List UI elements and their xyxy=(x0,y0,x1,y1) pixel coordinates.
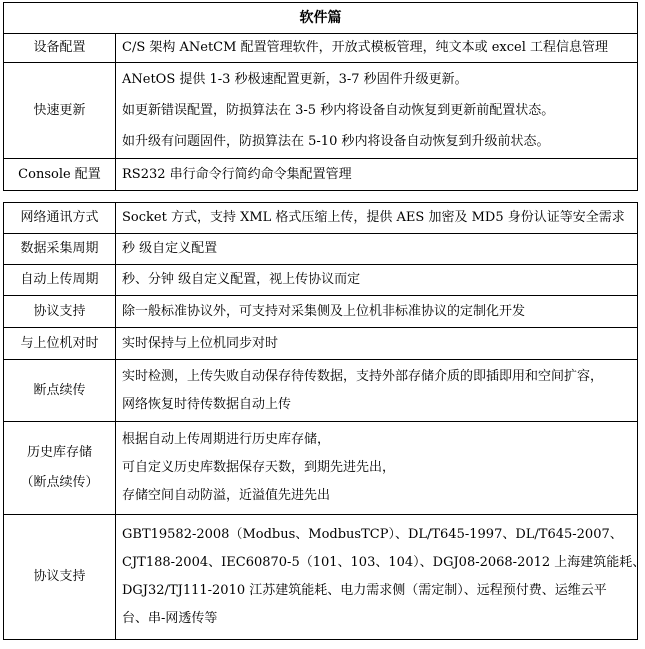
row-content xyxy=(116,34,638,63)
row-label: Console 配置 xyxy=(4,159,116,191)
table-row xyxy=(4,360,638,422)
section-title: 软件篇 xyxy=(4,3,638,34)
table-row xyxy=(4,515,638,640)
table-row xyxy=(4,203,638,234)
row-content xyxy=(116,234,638,265)
content-line: ANetOS 提供 1-3 秒极速配置更新，3-7 秒固件升级更新。 xyxy=(122,72,468,87)
row-content xyxy=(116,422,638,515)
row-content xyxy=(116,515,645,640)
content-line: 秒 级自定义配置 xyxy=(122,241,218,256)
communication-table xyxy=(3,202,645,640)
table-row xyxy=(4,63,638,159)
row-label: 快速更新 xyxy=(4,63,116,159)
content-line: Socket 方式，支持 XML 格式压缩上传，提供 AES 加密及 MD5 身份认证等安全需求 xyxy=(122,210,625,225)
content-line: GBT19582-2008（Modbus、ModbusTCP）、DL/T645-1997、DL/T645-2007、 xyxy=(122,527,623,542)
content-line: 台、串-网透传等 xyxy=(122,611,218,626)
content-line: 根据自动上传周期进行历史库存储， xyxy=(122,432,331,447)
row-label: 数据采集周期 xyxy=(4,234,116,265)
table-row xyxy=(4,234,638,265)
table-row xyxy=(4,265,638,296)
row-label: 断点续传 xyxy=(4,360,116,422)
row-label-line: 历史库存储 xyxy=(26,445,92,460)
row-label: 自动上传周期 xyxy=(4,265,116,296)
content-line: 网络恢复时待传数据自动上传 xyxy=(122,396,292,412)
content-line: 存储空间自动防溢，近溢值先进先出 xyxy=(122,488,331,503)
row-label: 与上位机对时 xyxy=(4,328,116,360)
row-label-line: （断点续传） xyxy=(20,475,99,490)
content-line: 如升级有问题固件，防损算法在 5-10 秒内将设备自动恢复到升级前状态。 xyxy=(122,134,550,149)
row-label: 网络通讯方式 xyxy=(4,203,116,234)
content-line: CJT188-2004、IEC60870-5（101、103、104）、DGJ08-2068-2012 上海建筑能耗、 xyxy=(122,555,645,570)
content-line: 秒、分钟 级自定义配置，视上传协议而定 xyxy=(122,272,361,287)
content-line: RS232 串行命令行简约命令集配置管理 xyxy=(122,166,352,182)
table-row xyxy=(4,159,638,191)
row-content xyxy=(116,296,638,328)
row-content xyxy=(116,360,638,422)
content-line: 可自定义历史库数据保存天数，到期先进先出， xyxy=(122,460,396,475)
row-content xyxy=(116,159,638,191)
row-content xyxy=(116,328,638,360)
content-line: 除一般标准协议外，可支持对采集侧及上位机非标准协议的定制化开发 xyxy=(122,303,526,319)
row-content xyxy=(116,203,638,234)
content-line: 实时检测，上传失败自动保存待传数据，支持外部存储介质的即插即用和空间扩容， xyxy=(122,368,604,384)
content-line: 实时保持与上位机同步对时 xyxy=(122,335,279,351)
content-line: C/S 架构 ANetCM 配置管理软件，开放式模板管理，纯文本或 excel 工程信息管理 xyxy=(122,40,608,55)
table-row xyxy=(4,422,638,515)
row-label: 协议支持 xyxy=(4,515,116,640)
content-line: 如更新错误配置，防损算法在 3-5 秒内将设备自动恢复到更新前配置状态。 xyxy=(122,103,555,118)
row-content xyxy=(116,265,638,296)
row-content xyxy=(116,63,638,159)
table-row xyxy=(4,328,638,360)
table-row xyxy=(4,296,638,328)
table-row xyxy=(4,34,638,63)
row-label: 设备配置 xyxy=(4,34,116,63)
content-line: DGJ32/TJ111-2010 江苏建筑能耗、电力需求侧（需定制）、远程预付费、运维云平 xyxy=(122,583,607,598)
row-label xyxy=(4,422,116,515)
software-table xyxy=(3,2,638,191)
row-label: 协议支持 xyxy=(4,296,116,328)
